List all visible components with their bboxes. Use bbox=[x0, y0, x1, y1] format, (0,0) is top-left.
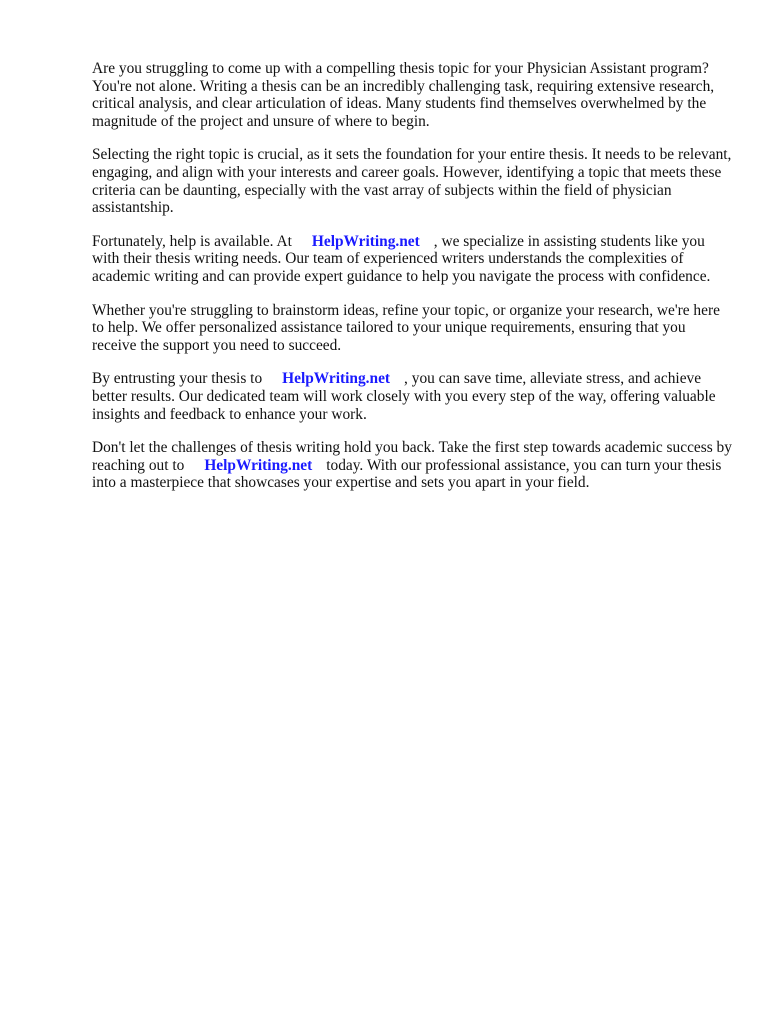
helpwriting-link[interactable]: HelpWriting.net bbox=[204, 456, 313, 474]
paragraph-2-text: Selecting the right topic is crucial, as it sets the foundation for your entire thesis. It needs to be relevant, engaging, and align with your interests and career goals. However, identifying a topic that meets these criteria can be daunting, especially with the vast array of subjects within the field of physician assistantship. bbox=[92, 146, 732, 217]
paragraph-4 bbox=[92, 302, 732, 355]
paragraph-4-text: Whether you're struggling to brainstorm ideas, refine your topic, or organize your research, we're here to help. We offer personalized assistance tailored to your unique requirements, ensuring that you receive the support you need to succeed. bbox=[92, 301, 720, 354]
helpwriting-link[interactable]: HelpWriting.net bbox=[311, 232, 420, 250]
paragraph-5-text-before: By entrusting your thesis to bbox=[92, 370, 263, 388]
paragraph-5-text-after: , you can save time, alleviate stress, and achieve better results. Our dedicated team will work closely with you every step of the way, offering valuable insights and feedback to enhance your work. bbox=[92, 370, 716, 423]
paragraph-6 bbox=[92, 439, 732, 492]
paragraph-6-text-before: Don't let the challenges of thesis writing hold you back. Take the first step towards academic success by reaching out to bbox=[92, 439, 732, 474]
paragraph-3-text-after: , we specialize in assisting students like you with their thesis writing needs. Our team of experienced writers understands the complexities of academic writing and can provide expert guidance to help you navigate the process with confidence. bbox=[92, 232, 711, 285]
paragraph-6-text-after: today. With our professional assistance, you can turn your thesis into a masterpiece that showcases your expertise and sets you apart in your field. bbox=[92, 456, 722, 492]
document-body bbox=[92, 60, 732, 508]
paragraph-1 bbox=[92, 60, 732, 130]
paragraph-3 bbox=[92, 233, 732, 286]
paragraph-1-text: Are you struggling to come up with a compelling thesis topic for your Physician Assistant program? You're not alone. Writing a thesis can be an incredibly challenging task, requiring extensive research, critical analysis, and clear articulation of ideas. Many students find themselves overwhelmed by the magnitude of the project and unsure of where to begin. bbox=[92, 60, 715, 130]
paragraph-2 bbox=[92, 146, 732, 216]
paragraph-5 bbox=[92, 370, 732, 423]
helpwriting-link[interactable]: HelpWriting.net bbox=[282, 370, 391, 388]
paragraph-3-text-before: Fortunately, help is available. At bbox=[92, 232, 292, 250]
